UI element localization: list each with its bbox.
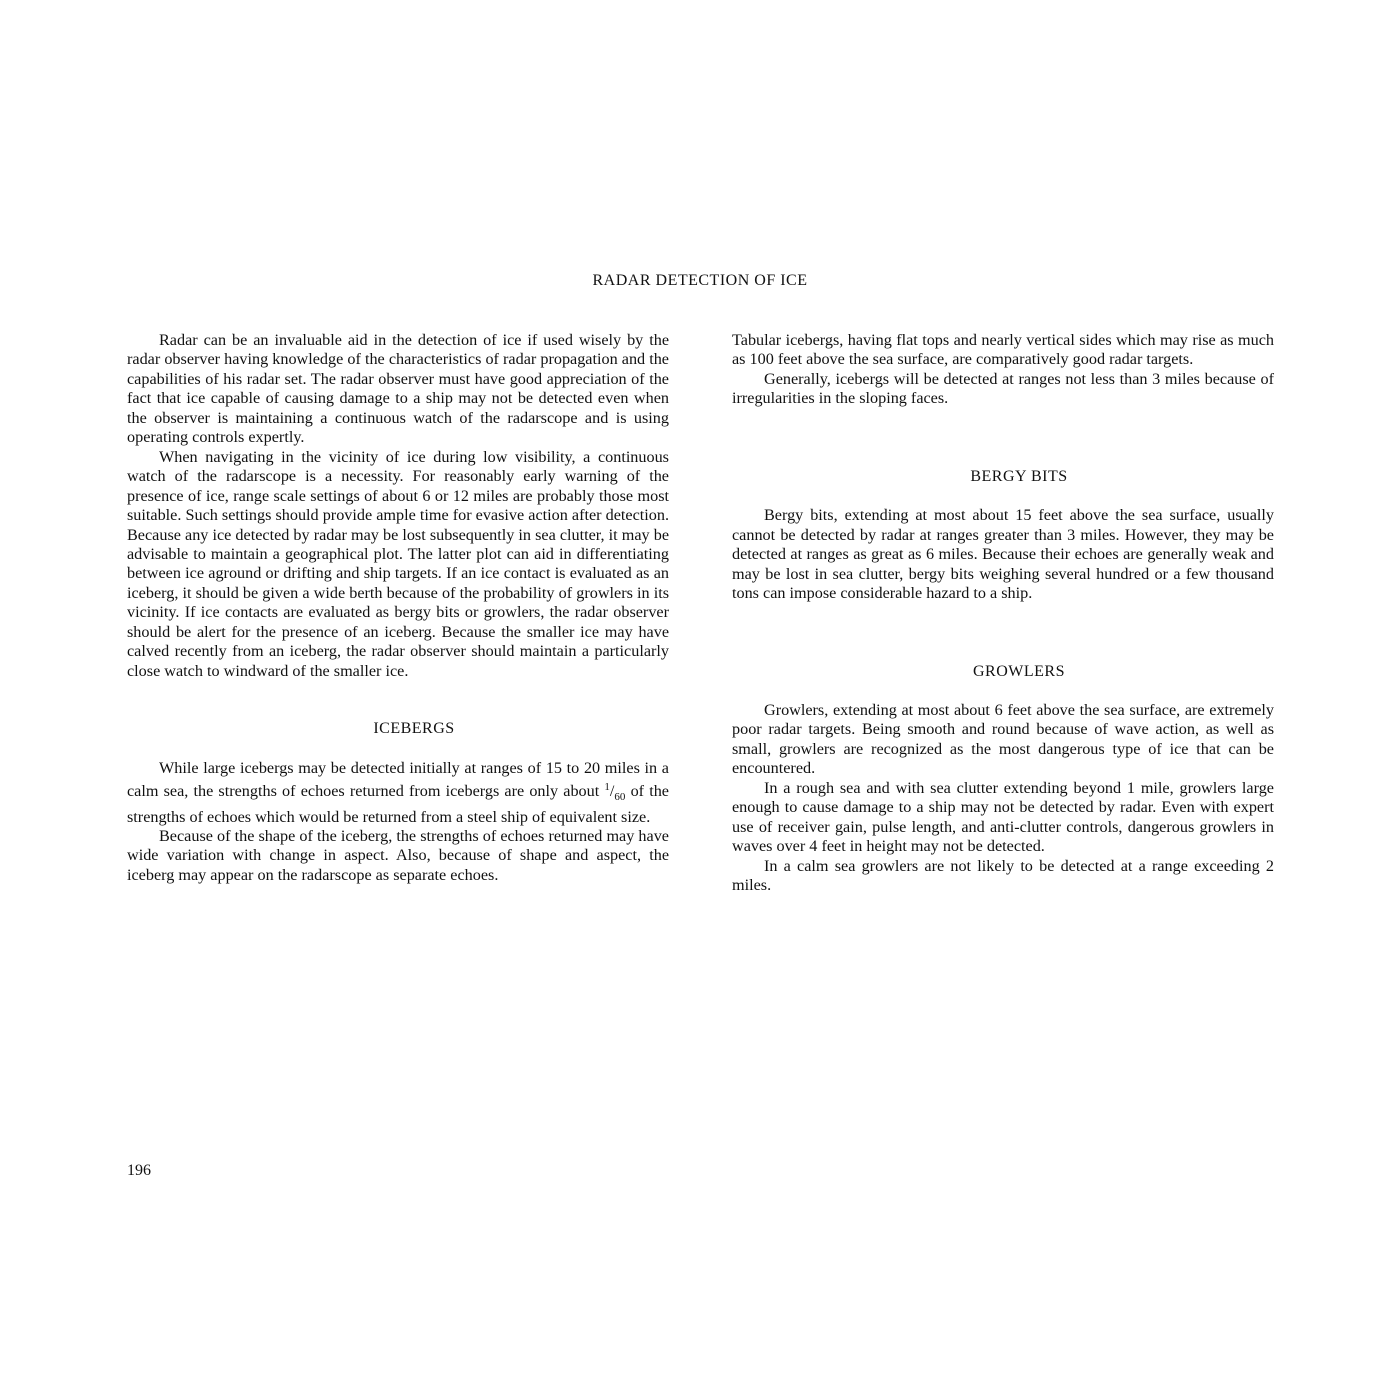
spacer (127, 739, 669, 759)
spacer (732, 486, 1274, 506)
right-column (732, 331, 1274, 896)
spacer (127, 681, 669, 719)
icebergs-paragraph-2: Because of the shape of the iceberg, the strengths of echoes returned may have wide variation with change in aspect. Also, because of shape and aspect, the iceberg may appear on the radarscope as separate echoes. (127, 826, 669, 884)
intro-paragraph-2: When navigating in the vicinity of ice during low visibility, a continuous watch of the radarscope is a necessity. For reasonably early warning of the presence of ice, range scale settings of about 6 or 12 miles are probably those most suitable. Such settings should provide ample time for evasive action after detection. Because any ice detected by radar may be lost subsequently in sea clutter, it may be advisable to maintain a geographical plot. The latter plot can aid in differentiating between ice aground or drifting and ship targets. If an ice contact is evaluated as an iceberg, it should be given a wide berth because of the probability of growlers in its vicinity. If ice contacts are evaluated as bergy bits or growlers, the radar observer should be alert for the presence of an iceberg. Because the smaller ice may have calved recently from an iceberg, the radar observer should maintain a particularly close watch to windward of the smaller ice. (127, 447, 669, 680)
growlers-paragraph-2: In a rough sea and with sea clutter extending beyond 1 mile, growlers large enough to cause damage to a ship may not be detected by radar. Even with expert use of receiver gain, pulse length, and anti-clutter controls, dangerous growlers in waves over 4 feet in height may not be detected. (732, 778, 1274, 856)
growlers-paragraph-3: In a calm sea growlers are not likely to be detected at a range exceeding 2 miles. (732, 856, 1274, 895)
page-number: 196 (127, 1162, 151, 1179)
spacer (732, 604, 1274, 662)
icebergs-paragraph-1 (127, 759, 669, 827)
spacer (732, 409, 1274, 467)
fraction-one-sixtieth (604, 781, 626, 804)
section-heading-icebergs: ICEBERGS (373, 720, 455, 738)
fraction-slash: / (609, 782, 615, 801)
fraction-numerator: 1 (604, 781, 610, 794)
bergy-bits-paragraph: Bergy bits, extending at most about 15 feet above the sea surface, usually cannot be detected by radar at ranges greater than 3 miles. However, they may be detected at ranges as great as 6 miles. Because their echoes are generally weak and may be lost in sea clutter, bergy bits weighing several hundred or a few thousand tons can impose considerable hazard to a ship. (732, 506, 1274, 603)
section-heading-growlers: GROWLERS (973, 662, 1065, 680)
icebergs-range-paragraph: Generally, icebergs will be detected at ranges not less than 3 miles because of irregularities in the sloping faces. (732, 369, 1274, 408)
tabular-icebergs-paragraph: Tabular icebergs, having flat tops and nearly vertical sides which may rise as much as 100 feet above the sea surface, are comparatively good radar targets. (732, 331, 1274, 369)
fraction-denominator: 60 (614, 791, 626, 804)
page-title: RADAR DETECTION OF ICE (592, 272, 808, 289)
intro-paragraph-1: Radar can be an invaluable aid in the detection of ice if used wisely by the radar observer having knowledge of the characteristics of radar propagation and the capabilities of his radar set. The radar observer must have good appreciation of the fact that ice capable of causing damage to a ship may not be detected even when the observer is maintaining a continuous watch of the radarscope and is using operating controls expertly. (127, 331, 669, 447)
growlers-paragraph-1: Growlers, extending at most about 6 feet above the sea surface, are extremely poor radar targets. Being smooth and round because of wave action, as well as small, growlers are recognized as the most dangerous type of ice that can be encountered. (732, 700, 1274, 778)
spacer (732, 681, 1274, 701)
icebergs-text-before-fraction: While large icebergs may be detected initially at ranges of 15 to 20 miles in a calm sea, the strengths of echoes returned from icebergs are only about (127, 758, 669, 801)
section-heading-bergy-bits: BERGY BITS (970, 467, 1068, 485)
icebergs-text-after-fraction: of the strengths of echoes which would be returned from a steel ship of equivalent size. (127, 782, 669, 826)
left-column (127, 331, 669, 885)
